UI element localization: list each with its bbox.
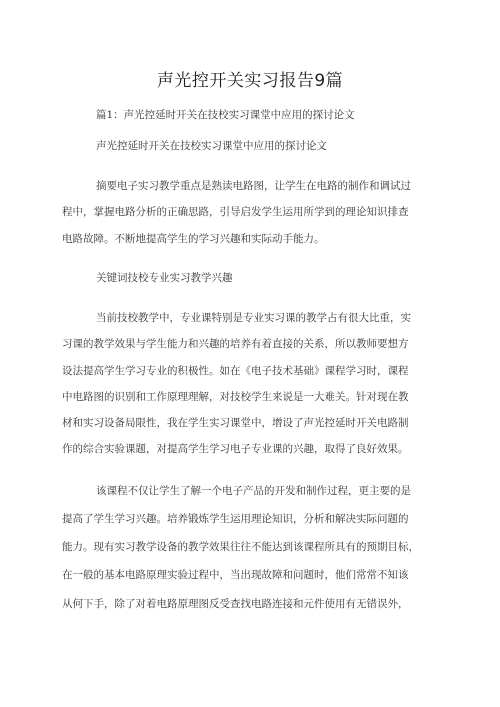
abstract-line: 程中，掌握电路分析的正确思路，引导启发学生运用所学到的理论知识排查 (62, 206, 409, 218)
body-line: 提高了学生学习兴趣。培养锻炼学生运用理论知识，分析和解决实际问题的 (62, 513, 409, 525)
body-line: 当前技校教学中，专业课特别是专业实习课的教学占有很大比重，实 (96, 312, 411, 324)
abstract-line: 电路故障。不断地提高学生的学习兴趣和实际动手能力。 (62, 233, 325, 245)
body-line: 从何下手，除了对着电路原理图反受查找电路连接和元件使用有无错误外， (62, 598, 409, 610)
body-line: 习课的教学效果与学生能力和兴趣的培养有着直接的关系，所以教师要想方 (62, 338, 409, 350)
body-line: 在一般的基本电路原理实验过程中，当出现故障和问题时，他们常常不知该 (62, 569, 409, 581)
body-line: 能力。现有实习教学设备的教学效果往往不能达到该课程所具有的预期目标， (62, 541, 419, 553)
document-heading: 声光控延时开关在技校实习课堂中应用的探讨论文 (96, 140, 327, 152)
document-title: 声光控开关实习报告9篇 (156, 71, 344, 91)
keywords-line: 关键词技校专业实习教学兴趣 (96, 272, 233, 284)
body-line: 作的综合实验课题，对提高学生学习电子专业课的兴趣，取得了良好效果。 (62, 443, 409, 455)
body-line: 材和实习设备局限性，我在学生实习课堂中，增设了声光控延时开关电路制 (62, 417, 409, 429)
body-line: 该课程不仅让学生了解一个电子产品的开发和制作过程，更主要的是 (96, 485, 411, 497)
document-subtitle: 篇1：声光控延时开关在技校实习课堂中应用的探讨论文 (96, 109, 355, 121)
body-line: 设法提高学生学习专业的积极性。如在《电子技术基础》课程学习时，课程 (62, 365, 409, 377)
abstract-line: 摘要电子实习教学重点是熟读电路图，让学生在电路的制作和调试过 (96, 180, 411, 192)
body-line: 中电路图的识别和工作原理理解，对技校学生来说是一大难关。针对现在教 (62, 391, 409, 403)
